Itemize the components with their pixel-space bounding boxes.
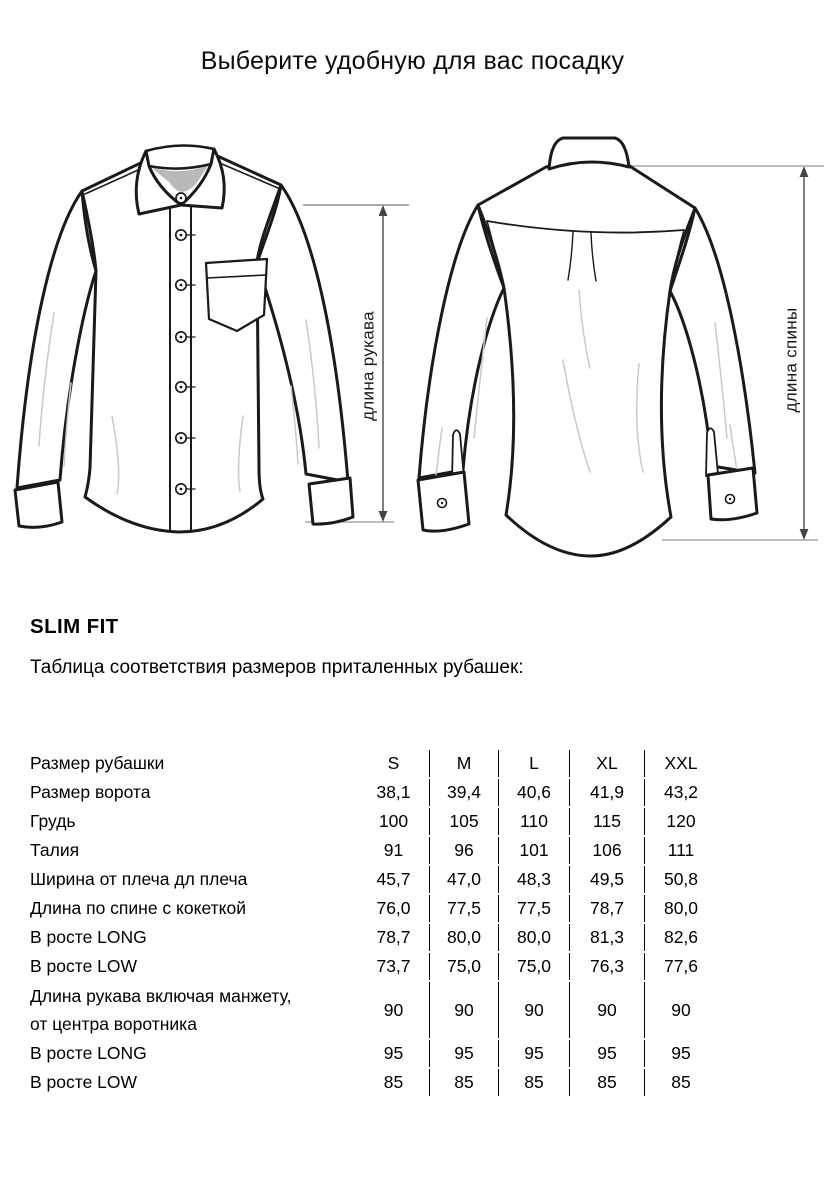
value-cell: 75,0 bbox=[430, 953, 499, 980]
value-cell: 95 bbox=[570, 1040, 645, 1067]
table-row bbox=[30, 1040, 717, 1067]
table-row bbox=[30, 895, 717, 922]
value-cell: 43,2 bbox=[663, 782, 699, 802]
value-cell: 85 bbox=[430, 1069, 499, 1096]
value-cell: 78,7 bbox=[358, 924, 430, 951]
value-cell: 45,7 bbox=[358, 866, 430, 893]
row-label-line2: от центра воротника bbox=[30, 1014, 197, 1034]
back-length-label: длина спины bbox=[781, 307, 801, 413]
value-cell: 120 bbox=[666, 811, 696, 831]
row-label: Грудь bbox=[30, 811, 76, 831]
table-row bbox=[30, 808, 717, 835]
value-cell: 85 bbox=[358, 1069, 430, 1096]
size-col-header: XXL bbox=[664, 753, 698, 773]
value-cell: 78,7 bbox=[570, 895, 645, 922]
value-cell: 40,6 bbox=[499, 779, 570, 806]
value-cell: 100 bbox=[358, 808, 430, 835]
fit-section-subheading: Таблица соответствия размеров приталенных рубашек: bbox=[30, 657, 524, 678]
value-cell: 110 bbox=[499, 808, 570, 835]
value-cell: 95 bbox=[499, 1040, 570, 1067]
arrowhead-up-icon bbox=[379, 205, 388, 216]
shirt-back-drawing bbox=[418, 138, 757, 556]
cuff-left bbox=[15, 482, 62, 527]
row-label: В росте LONG bbox=[30, 1043, 147, 1063]
value-cell: 47,0 bbox=[430, 866, 499, 893]
value-cell: 101 bbox=[499, 837, 570, 864]
value-cell: 77,5 bbox=[430, 895, 499, 922]
collar-band bbox=[146, 145, 214, 168]
value-cell: 115 bbox=[570, 808, 645, 835]
size-col-header: M bbox=[430, 750, 499, 777]
row-label: В росте LONG bbox=[30, 927, 147, 947]
table-row bbox=[30, 837, 717, 864]
value-cell: 50,8 bbox=[663, 869, 699, 889]
shirt-front-drawing bbox=[15, 145, 353, 532]
row-label: Размер ворота bbox=[30, 782, 151, 802]
table-row bbox=[30, 924, 717, 951]
cuff-right bbox=[708, 468, 757, 520]
value-cell: 77,6 bbox=[663, 956, 699, 976]
value-cell: 90 bbox=[671, 999, 691, 1020]
fit-section-heading: SLIM FIT bbox=[30, 615, 119, 638]
row-label: Длина по спине с кокеткой bbox=[30, 898, 247, 918]
value-cell: 106 bbox=[570, 837, 645, 864]
size-col-header: S bbox=[358, 750, 430, 777]
value-cell: 95 bbox=[430, 1040, 499, 1067]
value-cell: 105 bbox=[430, 808, 499, 835]
table-row bbox=[30, 866, 717, 893]
value-cell: 95 bbox=[358, 1040, 430, 1067]
value-cell: 85 bbox=[570, 1069, 645, 1096]
value-cell: 85 bbox=[671, 1072, 691, 1092]
value-cell: 111 bbox=[667, 840, 695, 860]
value-cell: 96 bbox=[430, 837, 499, 864]
value-cell: 80,0 bbox=[499, 924, 570, 951]
value-cell: 91 bbox=[358, 837, 430, 864]
table-row bbox=[30, 953, 717, 980]
value-cell: 85 bbox=[499, 1069, 570, 1096]
value-cell: 39,4 bbox=[430, 779, 499, 806]
value-cell: 81,3 bbox=[570, 924, 645, 951]
size-col-header: XL bbox=[570, 750, 645, 777]
sleeve-length-label: длина рукава bbox=[358, 311, 378, 421]
arrowhead-down-icon bbox=[379, 511, 388, 522]
table-row bbox=[30, 779, 717, 806]
table-row bbox=[30, 1069, 717, 1096]
row-label bbox=[30, 982, 358, 1038]
value-cell: 90 bbox=[430, 982, 499, 1038]
value-cell: 76,0 bbox=[358, 895, 430, 922]
size-col-header: L bbox=[499, 750, 570, 777]
value-cell: 90 bbox=[499, 982, 570, 1038]
value-cell: 80,0 bbox=[663, 898, 699, 918]
arrowhead-up-icon bbox=[800, 166, 809, 177]
size-table bbox=[30, 748, 717, 1098]
row-label: Ширина от плеча дл плеча bbox=[30, 869, 248, 889]
value-cell: 38,1 bbox=[358, 779, 430, 806]
value-cell: 75,0 bbox=[499, 953, 570, 980]
row-label-line1: Длина рукава включая манжету, bbox=[30, 986, 292, 1006]
row-label: Размер рубашки bbox=[30, 753, 165, 773]
arrowhead-down-icon bbox=[800, 529, 809, 540]
cuff-right bbox=[309, 478, 353, 524]
value-cell: 90 bbox=[358, 982, 430, 1038]
value-cell: 49,5 bbox=[570, 866, 645, 893]
value-cell: 41,9 bbox=[570, 779, 645, 806]
table-row bbox=[30, 982, 717, 1038]
value-cell: 95 bbox=[671, 1043, 691, 1063]
value-cell: 82,6 bbox=[663, 927, 699, 947]
row-label: Талия bbox=[30, 840, 80, 860]
shirt-back-diagram bbox=[412, 128, 825, 560]
row-label: В росте LOW bbox=[30, 956, 138, 976]
value-cell: 48,3 bbox=[499, 866, 570, 893]
value-cell: 76,3 bbox=[570, 953, 645, 980]
page-title: Выберите удобную для вас посадку bbox=[200, 47, 625, 75]
value-cell: 90 bbox=[570, 982, 645, 1038]
row-label: В росте LOW bbox=[30, 1072, 138, 1092]
shirt-front-diagram bbox=[0, 128, 412, 560]
table-header-row bbox=[30, 750, 717, 777]
value-cell: 73,7 bbox=[358, 953, 430, 980]
value-cell: 80,0 bbox=[430, 924, 499, 951]
value-cell: 77,5 bbox=[499, 895, 570, 922]
